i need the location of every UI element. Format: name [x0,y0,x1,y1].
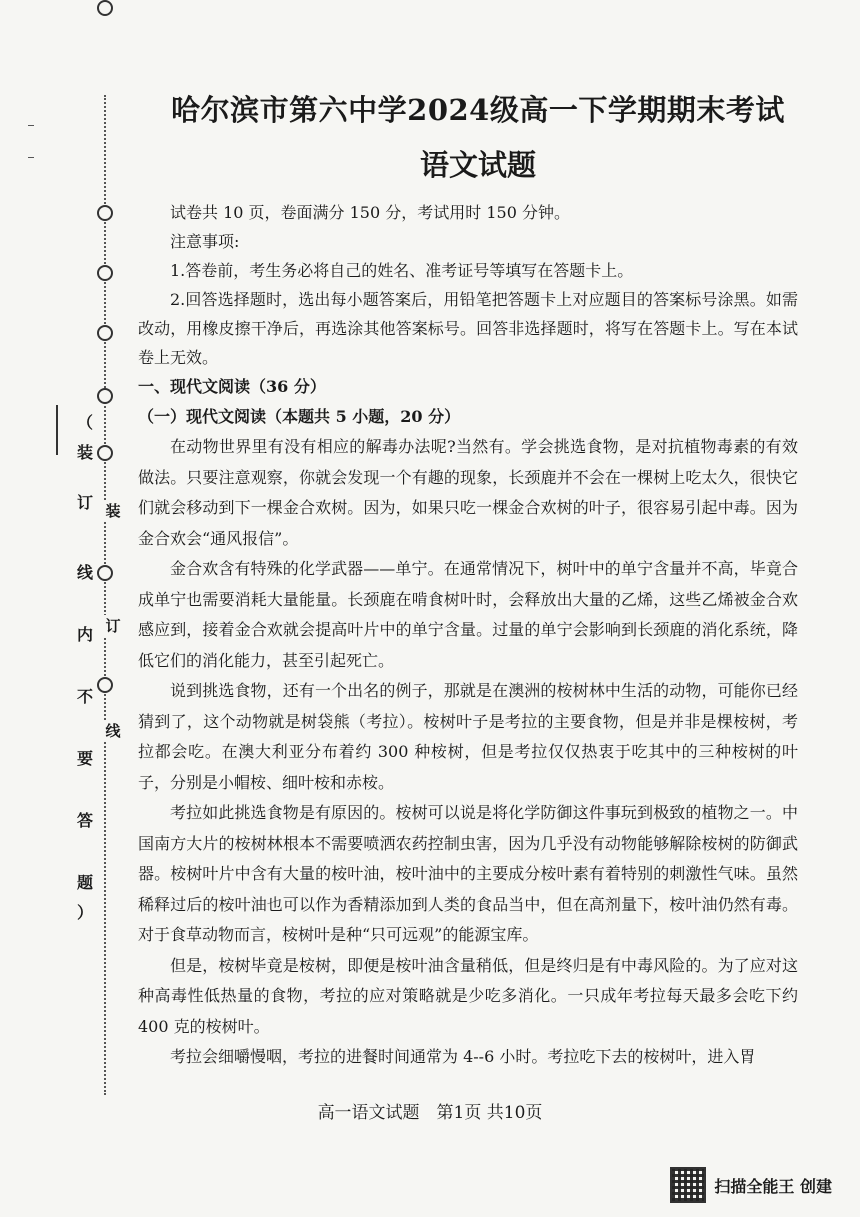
scanner-watermark [670,1167,832,1203]
binding-dash [28,125,34,126]
binding-bracket-line [56,405,58,455]
binding-hole-icon [97,0,113,16]
binding-hole-icon [97,325,113,341]
section-heading: 一、现代文阅读（36 分） [138,377,326,396]
binding-mark-ding: 订 [105,617,121,635]
notice-item-2: 2.回答选择题时，选出每小题答案后，用铅笔把答题卡上对应题目的答案标号涂黑。如需改动，用橡皮擦干净后，再选涂其他答案标号。回答非选择题时，将写在答题卡上。写在本试卷上无效。 [138,290,798,367]
exam-content [138,88,798,1073]
exam-title: 哈尔滨市第六中学2024级高一下学期期末考试 [171,93,785,127]
binding-margin [0,0,130,1217]
binding-warning-text: （ 装 订 线 内 不 要 答 题 ） [76,413,93,922]
passage-paragraph: 但是，桉树毕竟是桉树，即便是桉叶油含量稍低，但是终归是有中毒风险的。为了应对这种高毒性低热量的食物，考拉的应对策略就是少吃多消化。一只成年考拉每天最多会吃下约 400 克的桉树叶。 [138,955,798,1036]
binding-hole-icon [97,565,113,581]
page-footer: 高一语文试题 第1页 共10页 [317,1103,543,1123]
binding-hole-icon [97,265,113,281]
notice-label: 注意事项: [170,232,240,251]
binding-dotted-line [104,95,106,1095]
notice-item-1: 1.答卷前，考生务必将自己的姓名、准考证号等填写在答题卡上。 [170,261,634,280]
subsection-heading: （一）现代文阅读（本题共 5 小题，20 分） [138,407,461,426]
qr-code-icon [670,1167,706,1203]
binding-hole-icon [97,677,113,693]
binding-mark-zhuang: 装 [105,502,121,520]
passage-paragraph: 考拉会细嚼慢咽，考拉的进餐时间通常为 4--6 小时。考拉吃下去的桉树叶，进入胃 [170,1047,756,1066]
exam-info: 试卷共 10 页，卷面满分 150 分，考试用时 150 分钟。 [170,203,570,222]
binding-mark-xian: 线 [105,722,121,740]
binding-hole-icon [97,205,113,221]
exam-subtitle: 语文试题 [419,148,536,182]
watermark-text: 扫描全能王 创建 [714,1176,832,1196]
passage-paragraph: 考拉如此挑选食物是有原因的。桉树可以说是将化学防御这件事玩到极致的植物之一。中国南方大片的桉树林根本不需要喷洒农药控制虫害，因为几乎没有动物能够解除桉树的防御武器。桉树叶片中含有大量的桉叶油，桉叶油中的主要成分桉叶素有着特别的刺激性气味。虽然稀释过后的桉叶油也可以作为香精添加到人类的食品当中，但在高剂量下，桉叶油仍然有毒。对于食草动物而言，桉树叶是种“只可远观”的能源宝库。 [138,803,798,944]
binding-hole-icon [97,445,113,461]
passage-paragraph: 在动物世界里有没有相应的解毒办法呢?当然有。学会挑选食物，是对抗植物毒素的有效做法。只要注意观察，你就会发现一个有趣的现象，长颈鹿并不会在一棵树上吃太久，很快它们就会移动到下一棵金合欢树。因为，如果只吃一棵金合欢树的叶子，很容易引起中毒。因为金合欢会“通风报信”。 [138,437,798,548]
binding-dash [28,157,34,158]
passage-paragraph: 金合欢含有特殊的化学武器——单宁。在通常情况下，树叶中的单宁含量并不高，毕竟合成单宁也需要消耗大量能量。长颈鹿在啃食树叶时，会释放出大量的乙烯，这些乙烯被金合欢感应到，接着金合欢就会提高叶片中的单宁含量。过量的单宁会影响到长颈鹿的消化系统，降低它们的消化能力，甚至引起死亡。 [138,559,798,670]
binding-hole-icon [97,388,113,404]
passage-paragraph: 说到挑选食物，还有一个出名的例子，那就是在澳洲的桉树林中生活的动物，可能你已经猜到了，这个动物就是树袋熊（考拉）。桉树叶子是考拉的主要食物，但是并非是棵桉树，考拉都会吃。在澳大利亚分布着约 300 种桉树，但是考拉仅仅热衷于吃其中的三种桉树的叶子，分别是小帽桉、细叶桉和赤桉。 [138,681,798,792]
